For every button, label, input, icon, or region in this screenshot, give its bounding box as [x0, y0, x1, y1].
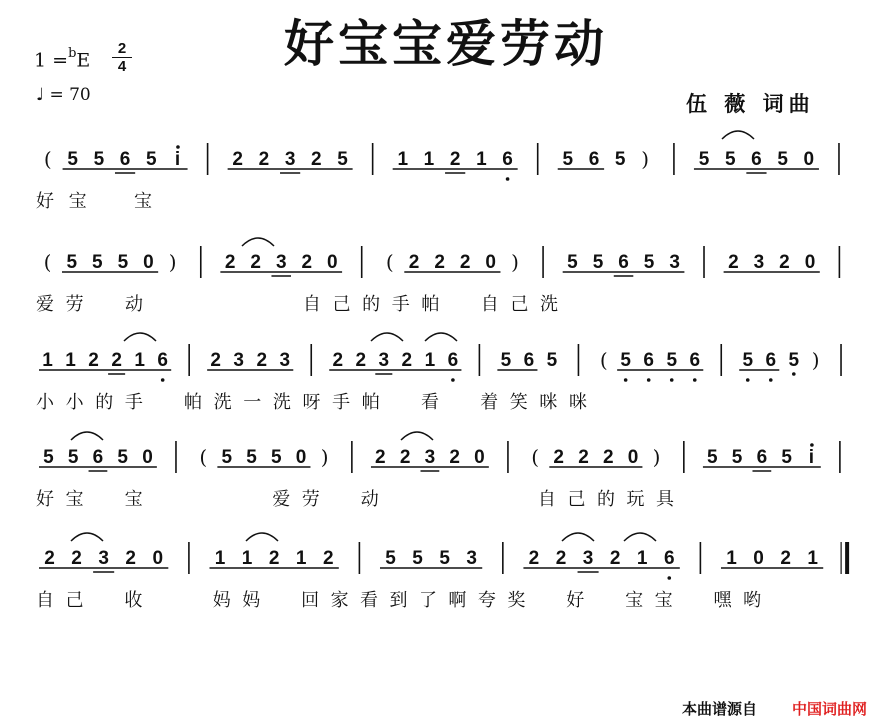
note-degree: 2: [268, 548, 280, 569]
note-degree: 2: [88, 350, 99, 371]
tempo-value: = 70: [49, 85, 91, 105]
note-degree: 2: [256, 350, 268, 371]
note-degree: 2: [578, 447, 589, 468]
note-degree: 5: [117, 447, 128, 468]
note-degree: 5: [145, 149, 157, 170]
note-degree: 2: [355, 350, 367, 371]
octave-dot-low: [624, 378, 628, 382]
note-degree: 1: [214, 548, 226, 569]
slur-arc: [242, 238, 274, 246]
note-degree: 5: [92, 252, 103, 273]
note-degree: 1: [295, 548, 307, 569]
note-degree: 2: [71, 548, 82, 569]
note-degree: 2: [449, 447, 460, 468]
note-degree: 3: [466, 548, 477, 569]
source-label: 本曲谱源自: [682, 700, 758, 718]
note-degree: 6: [765, 350, 777, 371]
repeat-paren: ): [641, 147, 650, 171]
note-degree: 3: [284, 149, 296, 170]
note-rest: 0: [627, 447, 639, 468]
note-degree: 6: [588, 149, 600, 170]
note-degree: 6: [92, 447, 104, 468]
slur-arc: [124, 333, 156, 341]
lyric-line: 爱劳 动 自己的手帕 自己洗: [36, 294, 558, 315]
note-degree: 5: [614, 149, 626, 170]
note-degree: 1: [636, 548, 648, 569]
note-degree: 2: [602, 447, 614, 468]
lyric-line: 好宝 宝 爱劳 动 自己的玩具: [36, 489, 674, 510]
note-degree: 2: [728, 252, 739, 273]
repeat-paren: (: [599, 348, 608, 372]
octave-dot-high: [810, 443, 814, 447]
lyric-line: 自己 收 妈妈 回家看到了啊夸奖 好 宝宝 嘿哟: [36, 590, 761, 611]
repeat-paren: (: [531, 445, 540, 469]
repeat-paren: ): [652, 445, 661, 469]
repeat-paren: ): [320, 445, 329, 469]
note-rest: 0: [753, 548, 764, 569]
note-degree: 6: [523, 350, 535, 371]
note-degree: 2: [232, 149, 244, 170]
slur-arc: [71, 533, 103, 541]
flat-sign: b: [68, 46, 77, 61]
octave-dot-low: [647, 378, 651, 382]
note-degree: 5: [567, 252, 578, 273]
note-degree: 5: [742, 350, 754, 371]
note-degree: 3: [669, 252, 680, 273]
note-degree: 6: [447, 350, 459, 371]
note-degree: 2: [125, 548, 137, 569]
note-degree: 5: [246, 447, 257, 468]
note-degree: 5: [221, 447, 233, 468]
note-rest: 0: [152, 548, 164, 569]
note-rest: 0: [803, 149, 815, 170]
note-degree: 1: [476, 149, 487, 170]
note-degree: 5: [788, 350, 800, 371]
note-degree: 5: [546, 350, 558, 371]
note-degree: 1: [423, 149, 435, 170]
note-degree: 5: [562, 149, 574, 170]
octave-dot-low: [769, 378, 773, 382]
note-degree: 3: [424, 447, 436, 468]
note-degree: 5: [117, 252, 129, 273]
site-name: 中国词曲网: [792, 700, 868, 718]
note-rest: 0: [143, 252, 154, 273]
note-degree: 6: [618, 252, 629, 273]
note-degree: 6: [756, 447, 768, 468]
key-letter: E: [76, 49, 91, 72]
repeat-paren: ): [168, 250, 177, 274]
note-degree: 1: [726, 548, 737, 569]
note-degree: 2: [301, 252, 313, 273]
note-degree: 2: [322, 548, 334, 569]
note-degree: 2: [250, 252, 261, 273]
slur-arc: [401, 432, 433, 440]
song-title: 好宝宝爱劳动: [284, 15, 608, 73]
note-degree: 2: [459, 252, 471, 273]
slur-arc: [71, 432, 103, 440]
note-degree: 3: [275, 252, 287, 273]
note-degree: 2: [555, 548, 567, 569]
lyric-line: 小小的手 帕洗一洗呀手帕 看 着笑咪咪: [36, 392, 587, 413]
slur-arc: [722, 131, 754, 139]
note-degree: 3: [378, 350, 390, 371]
repeat-paren: ): [511, 250, 519, 274]
note-degree: 2: [553, 447, 565, 468]
note-degree: 5: [781, 447, 792, 468]
note-degree: 1: [397, 149, 409, 170]
note-degree: 5: [385, 548, 396, 569]
note-degree: 1: [42, 350, 53, 371]
key-prefix: 1 =: [34, 49, 69, 72]
octave-dot-high: [176, 145, 180, 149]
octave-dot-low: [670, 378, 674, 382]
note-degree: 5: [500, 350, 512, 371]
note-degree: 2: [434, 252, 445, 273]
note-degree: 1: [134, 350, 145, 371]
note-degree: 5: [777, 149, 788, 170]
note-degree: 1: [424, 350, 436, 371]
note-degree: 5: [731, 447, 743, 468]
note-rest: 0: [485, 252, 496, 273]
note-degree: 2: [375, 447, 386, 468]
octave-dot-low: [693, 378, 697, 382]
note-degree: 5: [337, 149, 348, 170]
note-degree: 3: [753, 252, 765, 273]
slur-arc: [246, 533, 278, 541]
note-degree: 2: [311, 149, 322, 170]
note-degree: 1: [807, 548, 818, 569]
note-rest: 0: [142, 447, 153, 468]
octave-dot-low: [506, 177, 510, 181]
note-degree: i: [808, 447, 815, 468]
slur-arc: [425, 333, 457, 341]
meter-bottom: 4: [117, 58, 127, 75]
note-degree: 2: [779, 252, 790, 273]
note-degree: i: [174, 149, 181, 170]
octave-dot-low: [792, 372, 796, 376]
note-degree: 5: [707, 447, 718, 468]
note-degree: 1: [65, 350, 76, 371]
octave-dot-low: [161, 378, 165, 382]
note-degree: 2: [609, 548, 621, 569]
note-degree: 5: [439, 548, 450, 569]
note-degree: 5: [666, 350, 678, 371]
composer-credit: 伍 薇 词曲: [686, 92, 815, 116]
note-degree: 5: [66, 252, 78, 273]
quarter-note-icon: ♩: [36, 85, 45, 105]
octave-dot-low: [746, 378, 750, 382]
note-degree: 2: [44, 548, 55, 569]
note-degree: 2: [210, 350, 221, 371]
note-degree: 5: [698, 149, 710, 170]
note-rest: 0: [295, 447, 307, 468]
note-degree: 5: [93, 149, 105, 170]
note-degree: 5: [643, 252, 655, 273]
note-rest: 0: [327, 252, 338, 273]
note-degree: 2: [399, 447, 411, 468]
note-degree: 5: [724, 149, 736, 170]
repeat-paren: (: [199, 445, 208, 469]
note-rest: 0: [474, 447, 485, 468]
note-degree: 6: [751, 149, 762, 170]
note-degree: 3: [233, 350, 244, 371]
note-degree: 2: [528, 548, 540, 569]
note-degree: 3: [582, 548, 594, 569]
note-degree: 3: [98, 548, 109, 569]
note-degree: 2: [401, 350, 413, 371]
note-degree: 2: [258, 149, 270, 170]
repeat-paren: (: [43, 250, 52, 274]
note-degree: 5: [412, 548, 423, 569]
note-degree: 6: [689, 350, 701, 371]
octave-dot-low: [451, 378, 455, 382]
lyric-line: 好宝 宝: [36, 191, 152, 212]
repeat-paren: (: [43, 147, 52, 171]
repeat-paren: ): [811, 348, 820, 372]
note-degree: 2: [408, 252, 420, 273]
note-degree: 1: [241, 548, 253, 569]
note-degree: 5: [592, 252, 604, 273]
repeat-paren: (: [385, 250, 394, 274]
note-degree: 2: [224, 252, 236, 273]
note-degree: 5: [271, 447, 282, 468]
note-degree: 5: [67, 149, 78, 170]
note-degree: 6: [157, 350, 168, 371]
note-rest: 0: [804, 252, 816, 273]
note-degree: 2: [332, 350, 344, 371]
note-degree: 3: [279, 350, 291, 371]
note-degree: 2: [449, 149, 461, 170]
note-degree: 2: [111, 350, 122, 371]
slur-arc: [562, 533, 594, 541]
meter-top: 2: [112, 40, 132, 58]
note-degree: 5: [43, 447, 54, 468]
note-degree: 6: [663, 548, 675, 569]
slur-arc: [624, 533, 656, 541]
note-degree: 5: [67, 447, 79, 468]
note-degree: 6: [119, 149, 131, 170]
slur-arc: [371, 333, 403, 341]
note-degree: 2: [780, 548, 791, 569]
note-degree: 6: [643, 350, 654, 371]
note-degree: 5: [620, 350, 631, 371]
octave-dot-low: [667, 576, 671, 580]
note-degree: 6: [502, 149, 513, 170]
